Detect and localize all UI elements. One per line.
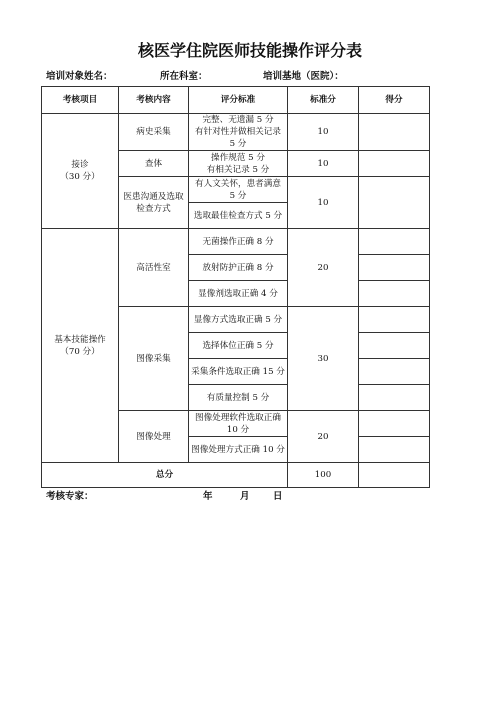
examiner-label: 考核专家： <box>46 491 94 502</box>
criteria-acquisition-1: 显像方式选取正确 5 分 <box>189 307 288 333</box>
content-communication: 医患沟通及选取检查方式 <box>119 177 189 229</box>
score-cell-exam[interactable] <box>359 151 430 177</box>
score-cell-acquisition-1[interactable] <box>359 307 430 333</box>
content-history: 病史采集 <box>119 114 189 151</box>
content-hot-lab: 高活性室 <box>119 229 189 307</box>
section-reception: 接诊 （30 分） <box>42 114 119 229</box>
department-label: 所在科室： <box>160 71 208 82</box>
score-cell-history[interactable] <box>359 114 430 151</box>
total-row <box>42 463 430 488</box>
criteria-processing-1: 图像处理软件选取正确 10 分 <box>189 411 288 437</box>
header-criteria: 评分标准 <box>189 87 288 114</box>
criteria-hot-lab-2: 放射防护正确 8 分 <box>189 255 288 281</box>
points-image-acquisition: 30 <box>288 307 359 411</box>
score-table <box>41 86 430 488</box>
content-image-processing: 图像处理 <box>119 411 189 463</box>
table-row <box>42 229 430 255</box>
total-label: 总分 <box>42 463 288 488</box>
date-year-label: 年 <box>203 491 213 502</box>
criteria-acquisition-3: 采集条件选取正确 15 分 <box>189 359 288 385</box>
score-cell-hot-lab-3[interactable] <box>359 281 430 307</box>
training-base-label: 培训基地（医院）： <box>263 71 344 82</box>
trainee-name-label: 培训对象姓名： <box>46 71 113 82</box>
date-day-label: 日 <box>273 491 283 502</box>
points-communication: 10 <box>288 177 359 229</box>
points-image-processing: 20 <box>288 411 359 463</box>
score-cell-acquisition-3[interactable] <box>359 359 430 385</box>
criteria-hot-lab-1: 无菌操作正确 8 分 <box>189 229 288 255</box>
criteria-history: 完整、无遗漏 5 分 有针对性并做相关记录 5 分 <box>189 114 288 151</box>
criteria-communication-2: 选取最佳检查方式 5 分 <box>189 203 288 229</box>
header-row <box>42 87 430 114</box>
date-month-label: 月 <box>240 491 250 502</box>
total-score-cell[interactable] <box>359 463 430 488</box>
score-cell-processing-2[interactable] <box>359 437 430 463</box>
score-cell-communication[interactable] <box>359 177 430 229</box>
criteria-communication-1: 有人文关怀，患者满意 5 分 <box>189 177 288 203</box>
criteria-acquisition-4: 有质量控制 5 分 <box>189 385 288 411</box>
score-cell-processing-1[interactable] <box>359 411 430 437</box>
points-exam: 10 <box>288 151 359 177</box>
criteria-processing-2: 图像处理方式正确 10 分 <box>189 437 288 463</box>
score-cell-acquisition-2[interactable] <box>359 333 430 359</box>
header-standard-score: 标准分 <box>288 87 359 114</box>
score-cell-hot-lab-2[interactable] <box>359 255 430 281</box>
criteria-acquisition-2: 选择体位正确 5 分 <box>189 333 288 359</box>
header-item: 考核项目 <box>42 87 119 114</box>
total-points: 100 <box>288 463 359 488</box>
points-history: 10 <box>288 114 359 151</box>
header-content: 考核内容 <box>119 87 189 114</box>
page-title: 核医学住院医师技能操作评分表 <box>137 41 362 60</box>
content-image-acquisition: 图像采集 <box>119 307 189 411</box>
section-basic-skills: 基本技能操作 （70 分） <box>42 229 119 463</box>
header-score: 得分 <box>359 87 430 114</box>
table-row <box>42 114 430 151</box>
content-exam: 查体 <box>119 151 189 177</box>
score-cell-hot-lab-1[interactable] <box>359 229 430 255</box>
score-cell-acquisition-4[interactable] <box>359 385 430 411</box>
criteria-exam: 操作规范 5 分 有相关记录 5 分 <box>189 151 288 177</box>
points-hot-lab: 20 <box>288 229 359 307</box>
criteria-hot-lab-3: 显像剂选取正确 4 分 <box>189 281 288 307</box>
